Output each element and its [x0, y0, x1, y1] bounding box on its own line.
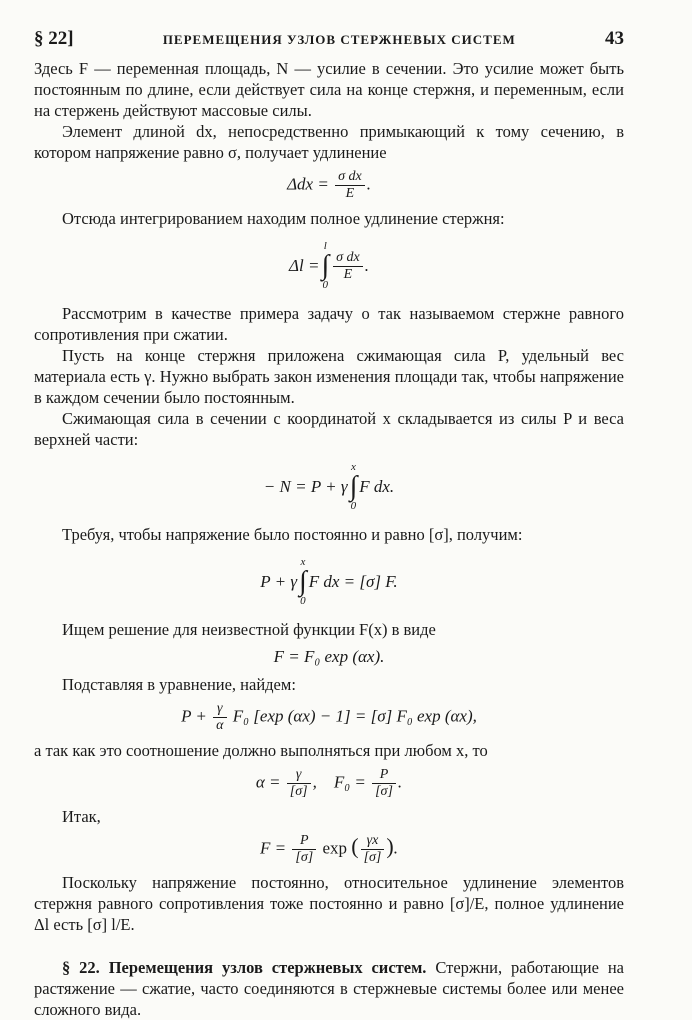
equation-substitution [34, 701, 624, 734]
integral [299, 557, 307, 607]
paragraph: Рассмотрим в качестве примера задачу о так называемом стержне равного сопротивления при сжатии. [34, 304, 624, 344]
numerator: γ [213, 701, 226, 718]
paragraph: Ищем решение для неизвестной функции F(x) в виде [62, 620, 436, 639]
book-page [34, 28, 624, 1020]
integral [321, 241, 329, 291]
paragraph: Сжимающая сила в сечении с координатой x складывается из силы P и веса верхней части: [34, 409, 624, 449]
denominator: [σ] [295, 850, 314, 865]
paragraph: Подставляя в уравнение, найдем: [62, 675, 296, 694]
eq-lhs: Δl = [289, 256, 320, 275]
integral [350, 462, 358, 512]
integral-sign-icon: ∫ [299, 566, 307, 597]
denominator: [σ] [375, 784, 393, 799]
section-body: Стержни, работающие на растяжение — сжатие, часто соединяются в стержневые системы более или менее сложного вида. [34, 958, 625, 1019]
numerator: P [292, 833, 316, 850]
paragraph: Требуя, чтобы напряжение было постоянно и равно [σ], получим: [62, 525, 523, 544]
paragraph: Отсюда интегрированием находим полное удлинение стержня: [62, 209, 505, 228]
equation-parameters: α = $\frac{\gamma}{[\sigma]}$ , F₀ = $\frac{P}{[\sigma]}$ . [255, 767, 403, 799]
paragraph: Пусть на конце стержня приложена сжимающая сила P, удельный вес материала есть γ. Нужно выбрать закон изменения площади так, чтобы напряжение в каждом сечении было постоянным. [34, 346, 624, 407]
denominator: E [345, 186, 355, 201]
fraction [335, 169, 365, 202]
denominator: α [216, 718, 224, 733]
eq-rhs: F dx = [σ] F. [308, 572, 398, 591]
denominator: [σ] [363, 850, 382, 865]
denominator: E [343, 266, 353, 282]
integral-sign-icon: ∫ [349, 471, 358, 502]
paragraph: Элемент длиной dx, непосредственно примыкающий к тому сечению, в котором напряжение равно σ, получает удлинение [34, 122, 624, 162]
fraction [287, 767, 311, 800]
page-number: 43 [605, 28, 624, 49]
equation-final-area: F = $\frac{P}{[\sigma]}$ exp ( $\frac{\gamma x}{[\sigma]}$ ). [260, 833, 398, 865]
paragraph: а так как это соотношение должно выполняться при любом x, то [34, 741, 488, 760]
exp-function: exp [322, 838, 347, 858]
eq-lhs: Δdx = [287, 174, 329, 194]
numerator: γ [287, 767, 311, 784]
eq-rhs: F dx. [359, 477, 395, 496]
numerator: σ dx [333, 250, 363, 267]
eq-lhs: − N = P + γ [263, 477, 348, 496]
equation-compressive-force [34, 456, 624, 518]
fraction [292, 833, 316, 866]
eq-lhs: P + [181, 706, 207, 726]
paragraph: Итак, [62, 807, 101, 826]
equation-constant-stress [34, 551, 624, 613]
upper-limit: x [350, 461, 356, 473]
equation-trial-solution: F = F₀ exp (αx). [273, 647, 385, 666]
paragraph: Здесь F — переменная площадь, N — усилие в сечении. Это усилие может быть постоянным по длине, если действует сила на конце стержня, и переменным, если на стержень действуют массовые силы. [34, 59, 624, 120]
numerator: P [372, 767, 396, 784]
numerator: σ dx [335, 169, 365, 186]
upper-limit: l [323, 240, 327, 252]
denominator: [σ] [289, 784, 308, 799]
eq-rhs: F₀ [exp (αx) − 1] = [σ] F₀ exp (αx), [232, 706, 477, 726]
fraction [213, 701, 226, 734]
upper-limit: x [300, 556, 306, 568]
lower-limit: 0 [350, 500, 357, 512]
paragraph: Поскольку напряжение постоянно, относительное удлинение элементов стержня равного сопротивления тоже постоянно и равно [σ]/E, полное удлинение Δl есть [σ] l/E. [34, 873, 624, 934]
numerator: γx [361, 833, 385, 850]
equation-total-elongation: Δl = l ∫ 0 $\frac{\text{σ dx}}{E}$ . [289, 240, 369, 291]
eq-lhs: P + γ [260, 572, 298, 591]
eq-lhs: F = [260, 838, 287, 858]
section-heading: § 22. Перемещения узлов стержневых систем. [62, 958, 427, 977]
fraction [361, 833, 385, 866]
section-paragraph [34, 957, 624, 1020]
lower-limit: 0 [300, 595, 306, 607]
fraction [333, 250, 363, 283]
lower-limit: 0 [322, 279, 329, 291]
header-title: ПЕРЕМЕЩЕНИЯ УЗЛОВ СТЕРЖНЕВЫХ СИСТЕМ [162, 32, 516, 47]
equation-elongation-element: Δdx = $\frac{\text{σ dx}}{E}$ . [287, 169, 371, 201]
eq-lhs: α = [255, 772, 281, 792]
header-section-ref: § 22] [34, 28, 74, 49]
running-header [34, 28, 624, 58]
eq-lhs: F₀ = [333, 772, 366, 792]
integral-sign-icon: ∫ [321, 250, 330, 281]
fraction [372, 767, 396, 800]
